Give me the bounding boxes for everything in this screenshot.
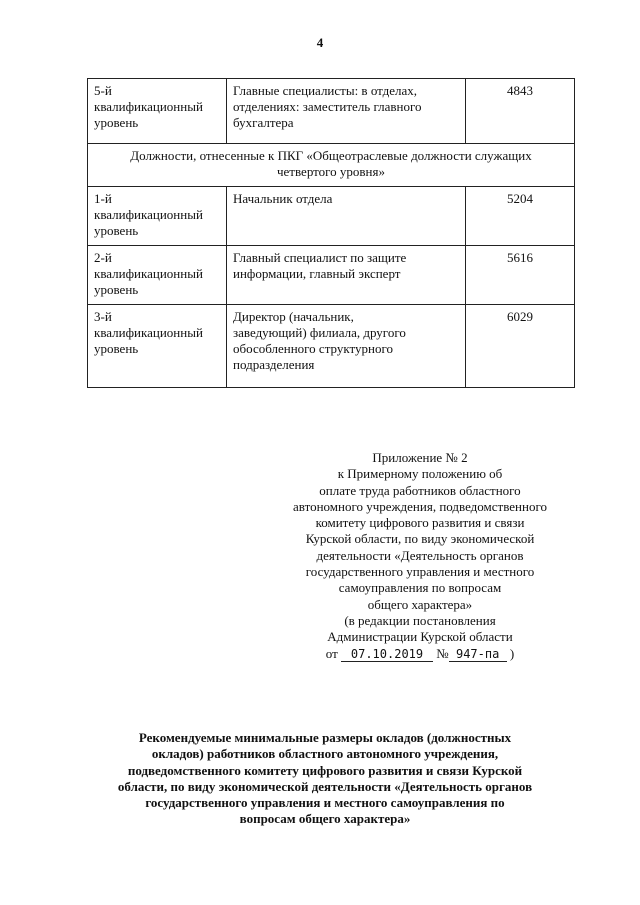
salary-cell: 5616 [466, 246, 575, 305]
qualification-level-cell: 1-й квалификационный уровень [88, 187, 227, 246]
appendix-line: общего характера» [367, 596, 473, 612]
qualification-level-cell: 5-й квалификационный уровень [88, 79, 227, 144]
table-row [88, 305, 575, 388]
salary-table [87, 78, 575, 388]
qualification-level-cell: 3-й квалификационный уровень [88, 305, 227, 388]
document-heading [95, 730, 555, 828]
appendix-line: деятельности «Деятельность органов [316, 547, 524, 563]
salary-cell: 6029 [466, 305, 575, 388]
appendix-line: Администрации Курской области [327, 629, 513, 645]
heading-line: подведомственного комитету цифрового развития и связи Курской [127, 762, 523, 778]
table-row [88, 187, 575, 246]
heading-line: окладов) работников областного автономного учреждения, [151, 746, 499, 762]
appendix-line: оплате труда работников областного [319, 482, 521, 498]
resolution-date-line: от 07.10.2019 № 947-па ) [325, 645, 515, 661]
table-row [88, 79, 575, 144]
heading-line: вопросам общего характера» [239, 811, 411, 827]
resolution-date: 07.10.2019 [341, 647, 433, 662]
appendix-line: к Примерному положению об [337, 466, 503, 482]
appendix-line: (в редакции постановления [344, 612, 496, 628]
heading-line: государственного управления и местного самоуправления по [145, 795, 505, 811]
appendix-line: Приложение № 2 [372, 450, 468, 465]
position-cell: Начальник отдела [227, 187, 466, 246]
qualification-level-cell: 2-й квалификационный уровень [88, 246, 227, 305]
appendix-line: Курской области, по виду экономической [305, 531, 535, 547]
heading-line: области, по виду экономической деятельности «Деятельность органов [117, 778, 533, 794]
appendix-line: комитету цифрового развития и связи [315, 515, 525, 531]
appendix-block [260, 450, 580, 662]
position-cell: Главный специалист по защите информации, главный эксперт [227, 246, 466, 305]
resolution-number: 947-па [449, 647, 507, 662]
appendix-line: самоуправления по вопросам [338, 580, 502, 596]
group-header-cell: Должности, отнесенные к ПКГ «Общеотраслевые должности служащих четвертого уровня» [88, 144, 575, 187]
heading-line: Рекомендуемые минимальные размеры окладов (должностных [138, 730, 512, 745]
position-cell: Главные специалисты: в отделах, отделениях: заместитель главного бухгалтера [227, 79, 466, 144]
page-number: 4 [316, 35, 324, 50]
position-cell: Директор (начальник, заведующий) филиала, другого обособленного структурного подразделения [227, 305, 466, 388]
appendix-line: государственного управления и местного [305, 564, 535, 580]
table-row [88, 246, 575, 305]
salary-cell: 4843 [466, 79, 575, 144]
appendix-line: автономного учреждения, подведомственного [293, 498, 547, 514]
salary-cell: 5204 [466, 187, 575, 246]
group-header-row [88, 144, 575, 187]
